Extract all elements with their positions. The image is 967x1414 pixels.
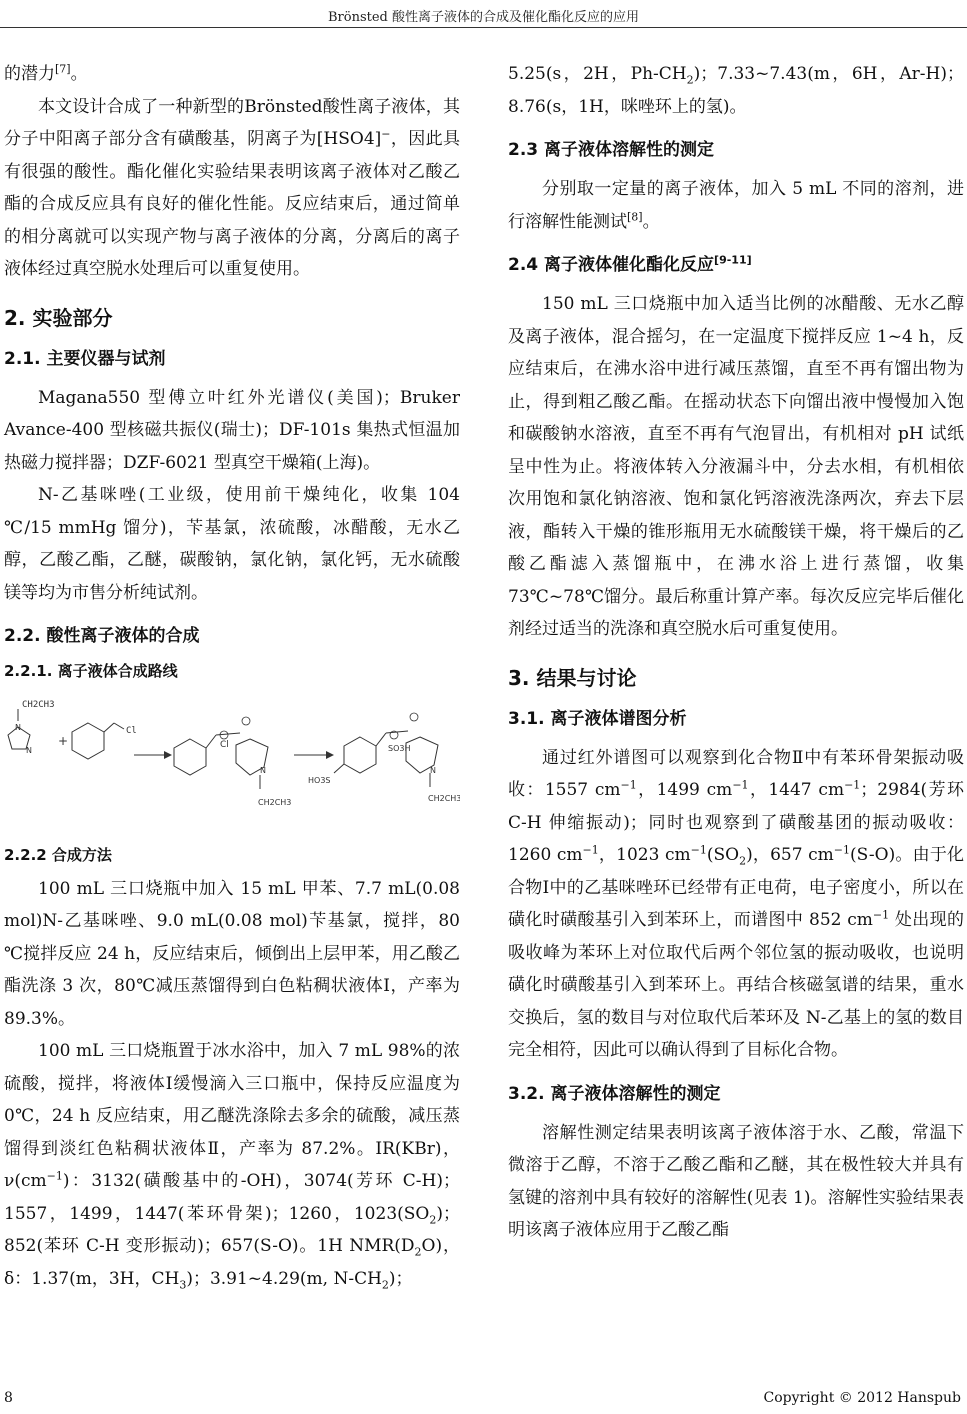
ionic-liquid-ii-structure <box>308 713 460 803</box>
svg-text:SO3H: SO3H <box>388 744 411 753</box>
svg-text:CH2CH3: CH2CH3 <box>22 700 55 710</box>
subsection-heading: 3.1. 离子液体谱图分析 <box>508 708 687 729</box>
subsubsection-heading: 2.2.1. 离子液体合成路线 <box>4 662 178 680</box>
paragraph: 的潜力[7]。 <box>4 62 88 84</box>
header-rule <box>0 27 967 28</box>
subsection-heading: 2.1. 主要仪器与试剂 <box>4 348 166 369</box>
left-column <box>4 58 460 1295</box>
paragraph: 100 mL 三口烧瓶中加入 15 mL 甲苯、7.7 mL(0.08 mol)N-乙基咪唑、9.0 mL(0.08 mol)苄基氯，搅拌，80 ℃搅拌反应 24 h，反应结束后，倾倒出上层甲苯，用乙酸乙酯洗涤 3 次，80℃减压蒸馏得到白色粘稠状液体Ⅰ，产率为 89.3%。 <box>4 878 460 1029</box>
svg-text:CH2CH3: CH2CH3 <box>428 794 460 803</box>
copyright: Copyright © 2012 Hanspub <box>763 1390 961 1406</box>
subsection-heading: 2.3 离子液体溶解性的测定 <box>508 140 715 160</box>
paragraph: 100 mL 三口烧瓶置于冰水浴中，加入 7 mL 98%的浓硫酸，搅拌，将液体Ⅰ缓慢滴入三口瓶中，保持反应温度为 0℃，24 h 反应结束，用乙醚洗涤除去多余的硫酸，减压蒸馏得到淡红色粘稠状液体Ⅱ，产率为 87.2%。IR(KBr)，$\nu(cm^{-1})$：3132(磺酸基中的-OH)，3074(芳环 C-H)；1557，1499，1447(苯环骨架)；1260，$1023(SO_2)$；852(苯环 C-H 变形振动)；657(S-O)。1H $NMR(D_2O)$，δ：1.37(m，3H，$CH_3$)；3.91~4.29(m, $N-CH_2$)； <box>4 1041 460 1291</box>
subsubsection-heading: 2.2.2 合成方法 <box>4 845 112 864</box>
paragraph: 溶解性测定结果表明该离子液体溶于水、乙酸，常温下微溶于乙醇，不溶于乙酸乙酯和乙醚，其在极性较大并具有氢键的溶剂中具有较好的溶解性(见表 1)。溶解性实验结果表明该离子液体应用于乙酸乙酯 <box>508 1122 964 1240</box>
n-ethylimidazole-structure <box>8 700 55 755</box>
subsection-heading: 2.4 离子液体催化酯化反应[9-11] <box>508 253 752 275</box>
paragraph: Magana550 型傅立叶红外光谱仪(美国)；Bruker Avance-400 型核磁共振仪(瑞士)；DF-101s 集热式恒温加热磁力搅拌器；DZF-6021 型真空干燥箱(上海)。 <box>4 387 460 473</box>
paragraph: 5.25(s，2H，$Ph-CH_2$)；7.33~7.43(m，6H，Ar-H)；8.76(s，1H，咪唑环上的氢)。 <box>508 64 964 117</box>
benzyl-chloride-structure <box>72 723 137 759</box>
citation: [8] <box>627 209 643 223</box>
paragraph: N-乙基咪唑(工业级，使用前干燥纯化，收集 104 ℃/15 mmHg 馏分)，苄基氯，浓硫酸，冰醋酸，无水乙醇，乙酸乙酯，乙醚，碳酸钠，氯化钠，氯化钙，无水硫酸镁等均为市售分析纯试剂。 <box>4 485 460 603</box>
section-heading: 2. 实验部分 <box>4 305 113 330</box>
svg-text:N: N <box>260 766 266 775</box>
subsection-heading: 3.2. 离子液体溶解性的测定 <box>508 1083 721 1104</box>
section-heading: 3. 结果与讨论 <box>508 665 637 690</box>
synthesis-scheme <box>4 693 460 813</box>
subsection-heading: 2.2. 酸性离子液体的合成 <box>4 626 200 646</box>
svg-text:N: N <box>430 766 436 775</box>
ionic-liquid-i-structure <box>174 717 291 807</box>
svg-text:CH2CH3: CH2CH3 <box>258 798 292 807</box>
page-number: 8 <box>4 1390 13 1406</box>
plus-sign: + <box>58 734 69 748</box>
paragraph: 通过红外谱图可以观察到化合物Ⅱ中有苯环骨架振动吸收：1557 $cm^{-1}$，1499 $cm^{-1}$，1447 $cm^{-1}$；2984(芳环 C-H 伸缩振动)；同时也观察到了磺酸基团的振动吸收：1260 $cm^{-1}$，1023 $cm^{-1}(SO_2)$，657 $cm^{-1}(S-O)$。由于化合物Ⅰ中的乙基咪唑环已经带有正电荷，电子密度小，所以在磺化时磺酸基引入到苯环上，而谱图中 852 $cm^{-1}$ 处出现的吸收峰为苯环上对位取代后两个邻位氢的振动吸收，也说明磺化时磺酸基引入到苯环上。再结合核磁氢谱的结果，重水交换后，氢的数目与对位取代后苯环及 N-乙基上的氢的数目完全相符，因此可以确认得到了目标化合物。 <box>508 747 965 1060</box>
svg-text:HO3S: HO3S <box>308 776 331 785</box>
running-header: Brönsted 酸性离子液体的合成及催化酯化反应的应用 <box>327 10 639 25</box>
citation: [7] <box>55 62 71 76</box>
citation: [9-11] <box>714 253 752 267</box>
right-column <box>508 58 964 1247</box>
paragraph: 150 mL 三口烧瓶中加入适当比例的冰醋酸、无水乙醇及离子液体，混合摇匀，在一定温度下搅拌反应 1~4 h，反应结束后，在沸水浴中进行减压蒸馏，直至不再有馏出物为止，得到粗乙酸乙酯。在摇动状态下向馏出液中慢慢加入饱和碳酸钠水溶液，直至不再有气泡冒出，有机相对 pH 试纸呈中性为止。将液体转入分液漏斗中，分去水相，有机相依次用饱和氯化钠溶液、饱和氯化钙溶液洗涤两次，弃去下层液，酯转入干燥的锥形瓶用无水硫酸镁干燥，将干燥后的乙酸乙酯滤入蒸馏瓶中，在沸水浴上进行蒸馏，收集 73℃~78℃馏分。最后称重计算产率。每次反应完毕后催化剂经过适当的洗涤和真空脱水后可重复使用。 <box>508 294 964 639</box>
svg-text:N: N <box>26 746 32 755</box>
paragraph: 本文设计合成了一种新型的Brönsted酸性离子液体，其分子中阳离子部分含有磺酸基，阴离子为[HSO4]−，因此具有很强的酸性。酯化催化实验结果表明该离子液体对乙酸乙酯的合成反应具有良好的催化性能。反应结束后，通过简单的相分离就可以实现产物与离子液体的分离，分离后的离子液体经过真空脱水处理后可以重复使用。 <box>4 96 460 279</box>
svg-text:N: N <box>15 723 21 732</box>
paragraph: 分别取一定量的离子液体，加入 5 mL 不同的溶剂，进行溶解性能测试[8]。 <box>508 179 964 232</box>
svg-text:Cl: Cl <box>126 726 137 736</box>
svg-text:Cl: Cl <box>220 740 229 750</box>
